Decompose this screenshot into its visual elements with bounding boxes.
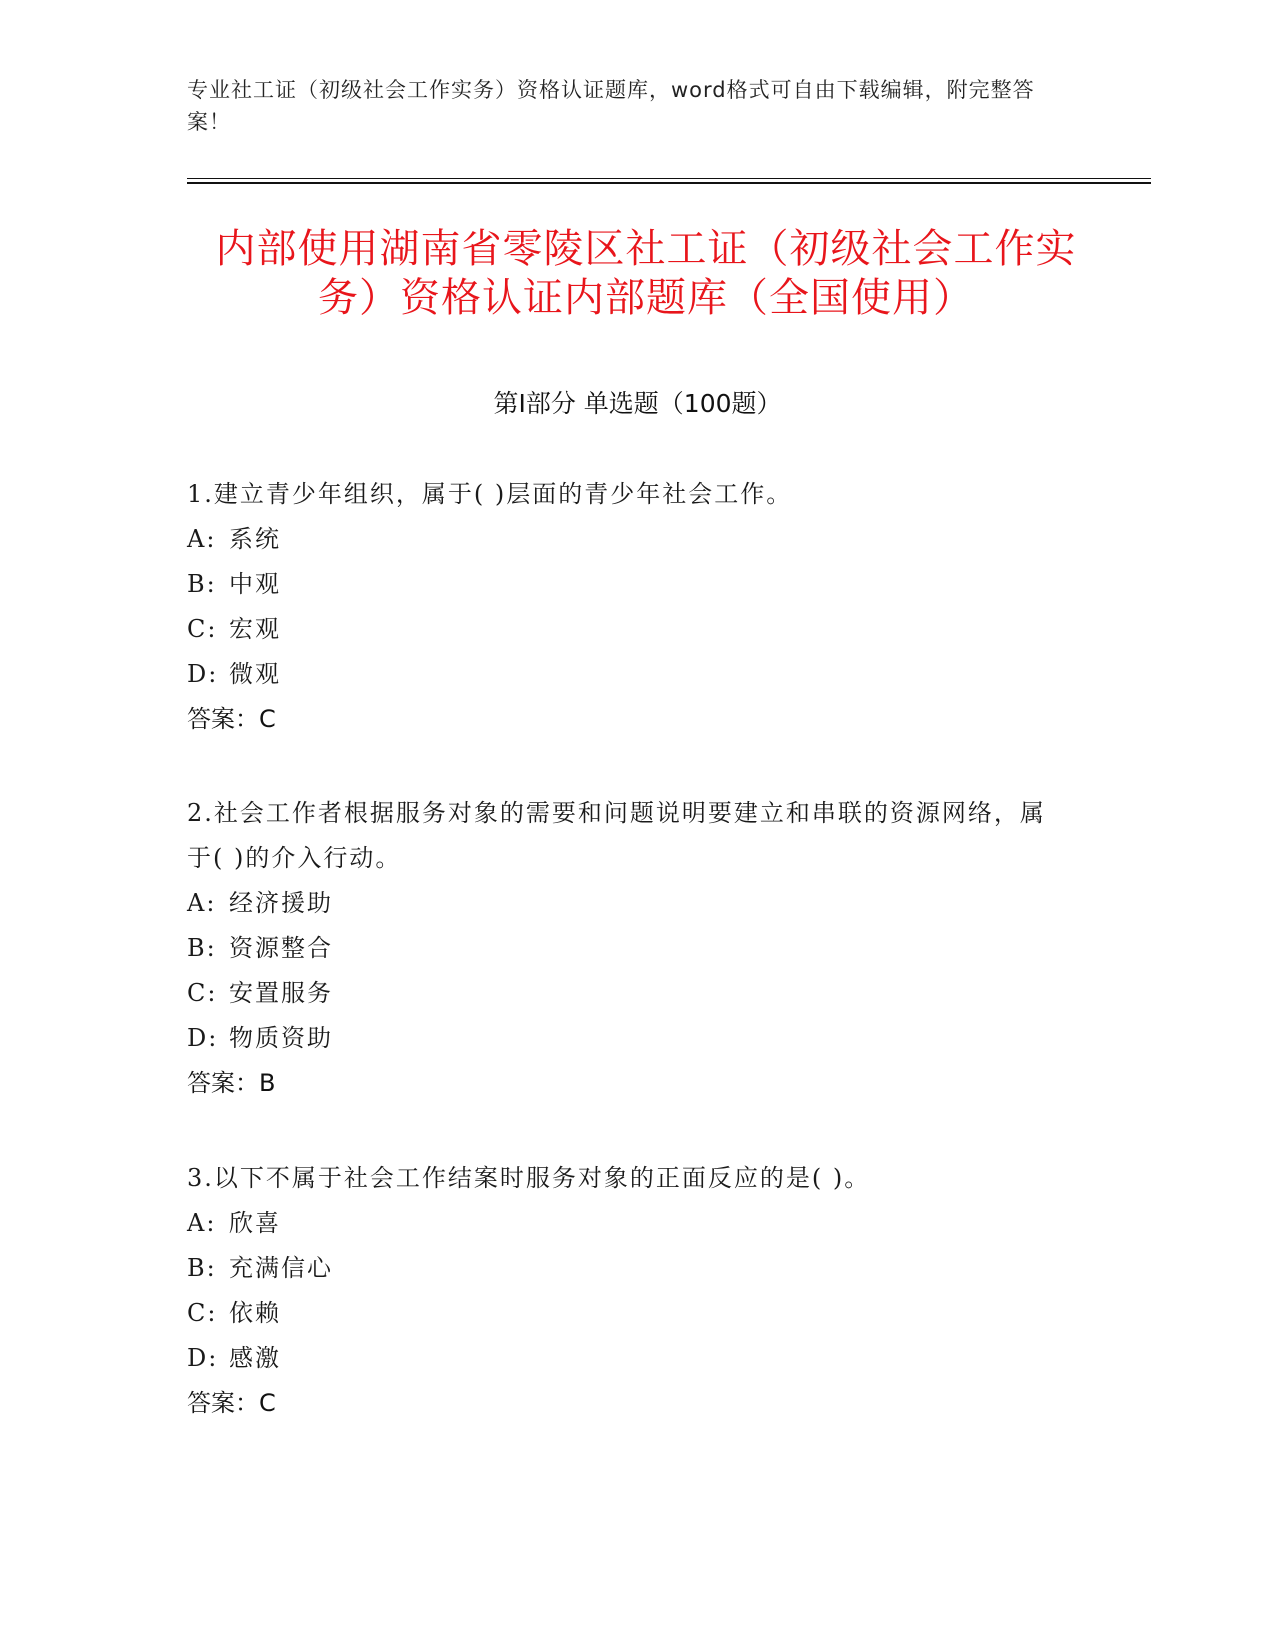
header-note: 专业社工证（初级社会工作实务）资格认证题库，word格式可自由下载编辑，附完整答案！: [187, 78, 1035, 134]
option-c: [187, 1291, 1057, 1336]
document-title: 内部使用湖南省零陵区社工证（初级社会工作实务）资格认证内部题库（全国使用）: [215, 226, 1077, 321]
answer-line: 答案：B: [187, 1069, 276, 1097]
question-3: [187, 1156, 1057, 1426]
option-b: [187, 1246, 1057, 1291]
option-key: D:: [187, 660, 219, 688]
option-key: C:: [187, 1299, 218, 1327]
option-key: C:: [187, 615, 218, 643]
option-b: [187, 562, 1057, 607]
option-text: 微观: [229, 660, 281, 688]
option-d: [187, 1016, 1057, 1061]
option-d: [187, 652, 1057, 697]
option-text: 安置服务: [229, 979, 333, 1007]
question-stem: 2.社会工作者根据服务对象的需要和问题说明要建立和串联的资源网络，属于( )的介入行动。: [187, 799, 1046, 872]
option-a: [187, 517, 1057, 562]
option-key: B:: [187, 1254, 217, 1282]
option-key: C:: [187, 979, 218, 1007]
option-key: B:: [187, 934, 217, 962]
option-text: 依赖: [229, 1299, 281, 1327]
option-text: 物质资助: [229, 1024, 333, 1052]
option-key: D:: [187, 1344, 219, 1372]
section-heading: 第I部分 单选题（100题）: [493, 389, 782, 418]
option-text: 充满信心: [229, 1254, 333, 1282]
option-d: [187, 1336, 1057, 1381]
option-text: 经济援助: [229, 889, 333, 917]
option-key: B:: [187, 570, 217, 598]
header-divider-thick: [187, 182, 1151, 184]
header-divider-thin: [187, 178, 1151, 179]
answer-line: 答案：C: [187, 1389, 276, 1417]
question-stem: 1.建立青少年组织，属于( )层面的青少年社会工作。: [187, 480, 793, 508]
question-2: [187, 791, 1057, 1106]
option-key: D:: [187, 1024, 219, 1052]
option-text: 欣喜: [229, 1209, 281, 1237]
option-c: [187, 607, 1057, 652]
answer-line: 答案：C: [187, 705, 276, 733]
option-text: 资源整合: [229, 934, 333, 962]
option-a: [187, 881, 1057, 926]
option-text: 宏观: [229, 615, 281, 643]
option-text: 系统: [229, 525, 281, 553]
option-key: A:: [187, 889, 217, 917]
option-key: A:: [187, 525, 217, 553]
option-c: [187, 971, 1057, 1016]
question-1: [187, 472, 1057, 742]
option-text: 感激: [229, 1344, 281, 1372]
option-key: A:: [187, 1209, 217, 1237]
option-text: 中观: [229, 570, 281, 598]
option-b: [187, 926, 1057, 971]
option-a: [187, 1201, 1057, 1246]
question-stem: 3.以下不属于社会工作结案时服务对象的正面反应的是( )。: [187, 1164, 871, 1192]
